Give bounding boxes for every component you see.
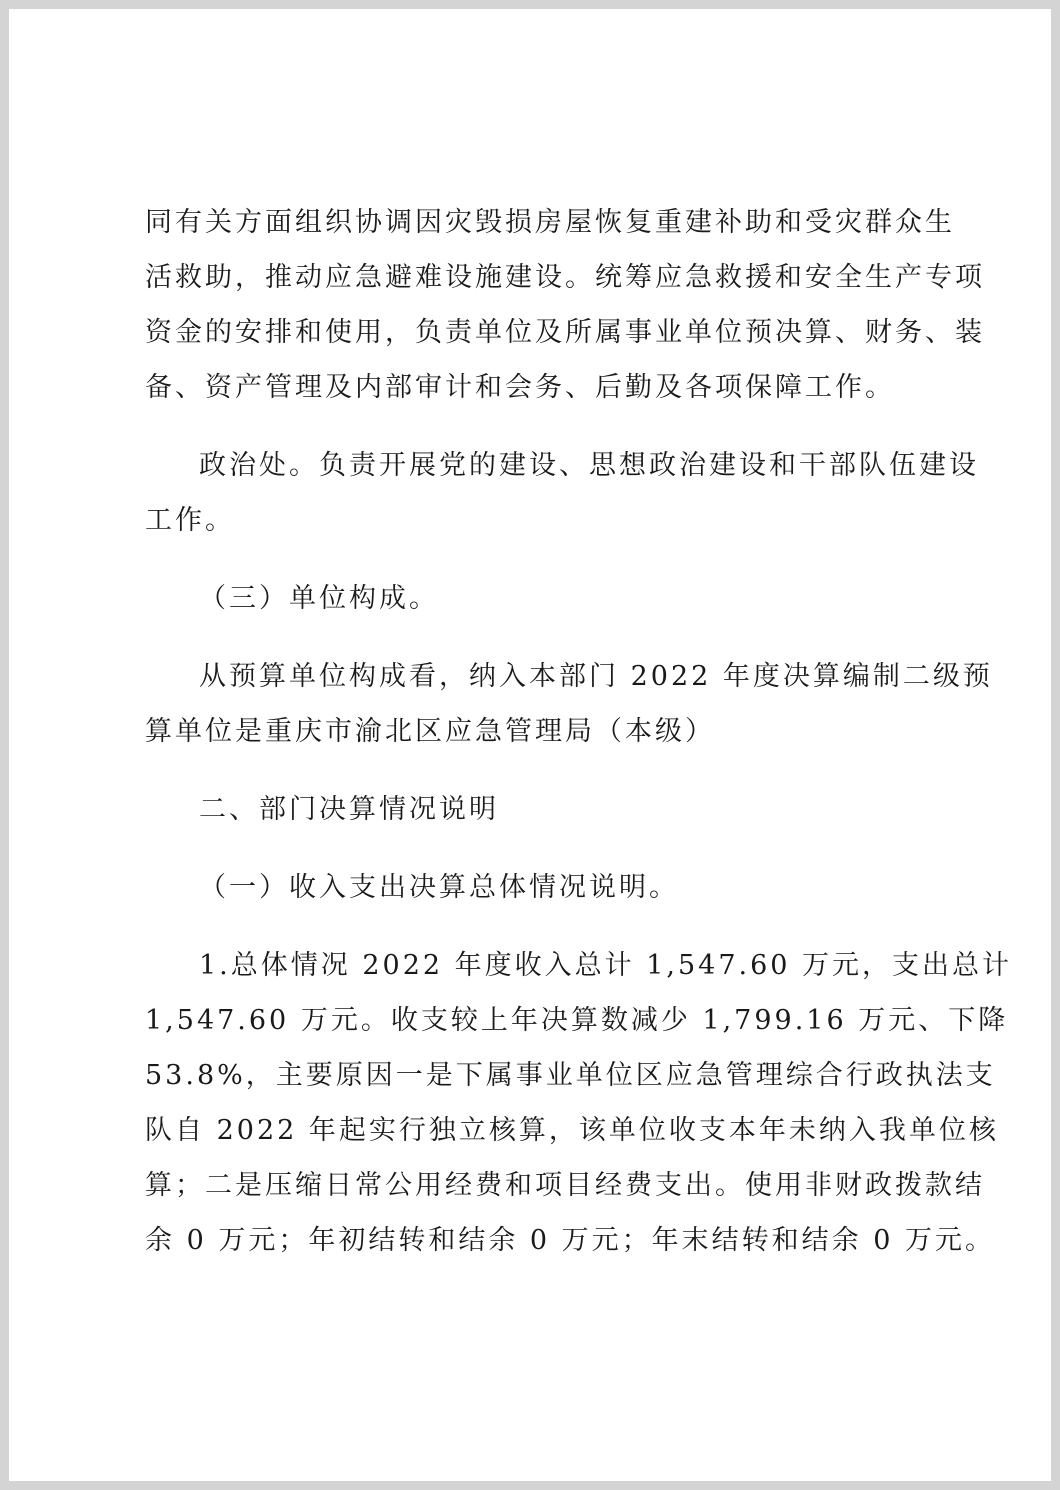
paragraph-line: 活救助，推动应急避难设施建设。统筹应急救援和安全生产专项 bbox=[145, 262, 985, 293]
paragraph-line: 1,547.60 万元。收支较上年决算数减少 1,799.16 万元、下降 bbox=[145, 1005, 1009, 1036]
section-heading: （三）单位构成。 bbox=[199, 583, 439, 614]
paragraph-line: 余 0 万元；年初结转和结余 0 万元；年末结转和结余 0 万元。 bbox=[145, 1225, 996, 1256]
document-page bbox=[9, 9, 1051, 1481]
paragraph-line: 1.总体情况 2022 年度收入总计 1,547.60 万元，支出总计 bbox=[199, 950, 1013, 981]
section-heading: （一）收入支出决算总体情况说明。 bbox=[199, 872, 679, 903]
paragraph-line: 政治处。负责开展党的建设、思想政治建设和干部队伍建设 bbox=[199, 450, 979, 481]
paragraph-line: 队自 2022 年起实行独立核算，该单位收支本年未纳入我单位核 bbox=[145, 1115, 999, 1146]
paragraph-line: 算单位是重庆市渝北区应急管理局（本级） bbox=[145, 716, 715, 747]
paragraph-line: 53.8%，主要原因一是下属事业单位区应急管理综合行政执法支 bbox=[145, 1060, 996, 1091]
paragraph-line: 从预算单位构成看，纳入本部门 2022 年度决算编制二级预 bbox=[199, 661, 993, 692]
paragraph-line: 同有关方面组织协调因灾毁损房屋恢复重建补助和受灾群众生 bbox=[145, 207, 955, 238]
paragraph-line: 备、资产管理及内部审计和会务、后勤及各项保障工作。 bbox=[145, 372, 895, 403]
paragraph-line: 算；二是压缩日常公用经费和项目经费支出。使用非财政拨款结 bbox=[145, 1170, 985, 1201]
section-heading: 二、部门决算情况说明 bbox=[199, 794, 499, 825]
paragraph-line: 资金的安排和使用，负责单位及所属事业单位预决算、财务、装 bbox=[145, 317, 985, 348]
paragraph-line: 工作。 bbox=[145, 505, 235, 536]
